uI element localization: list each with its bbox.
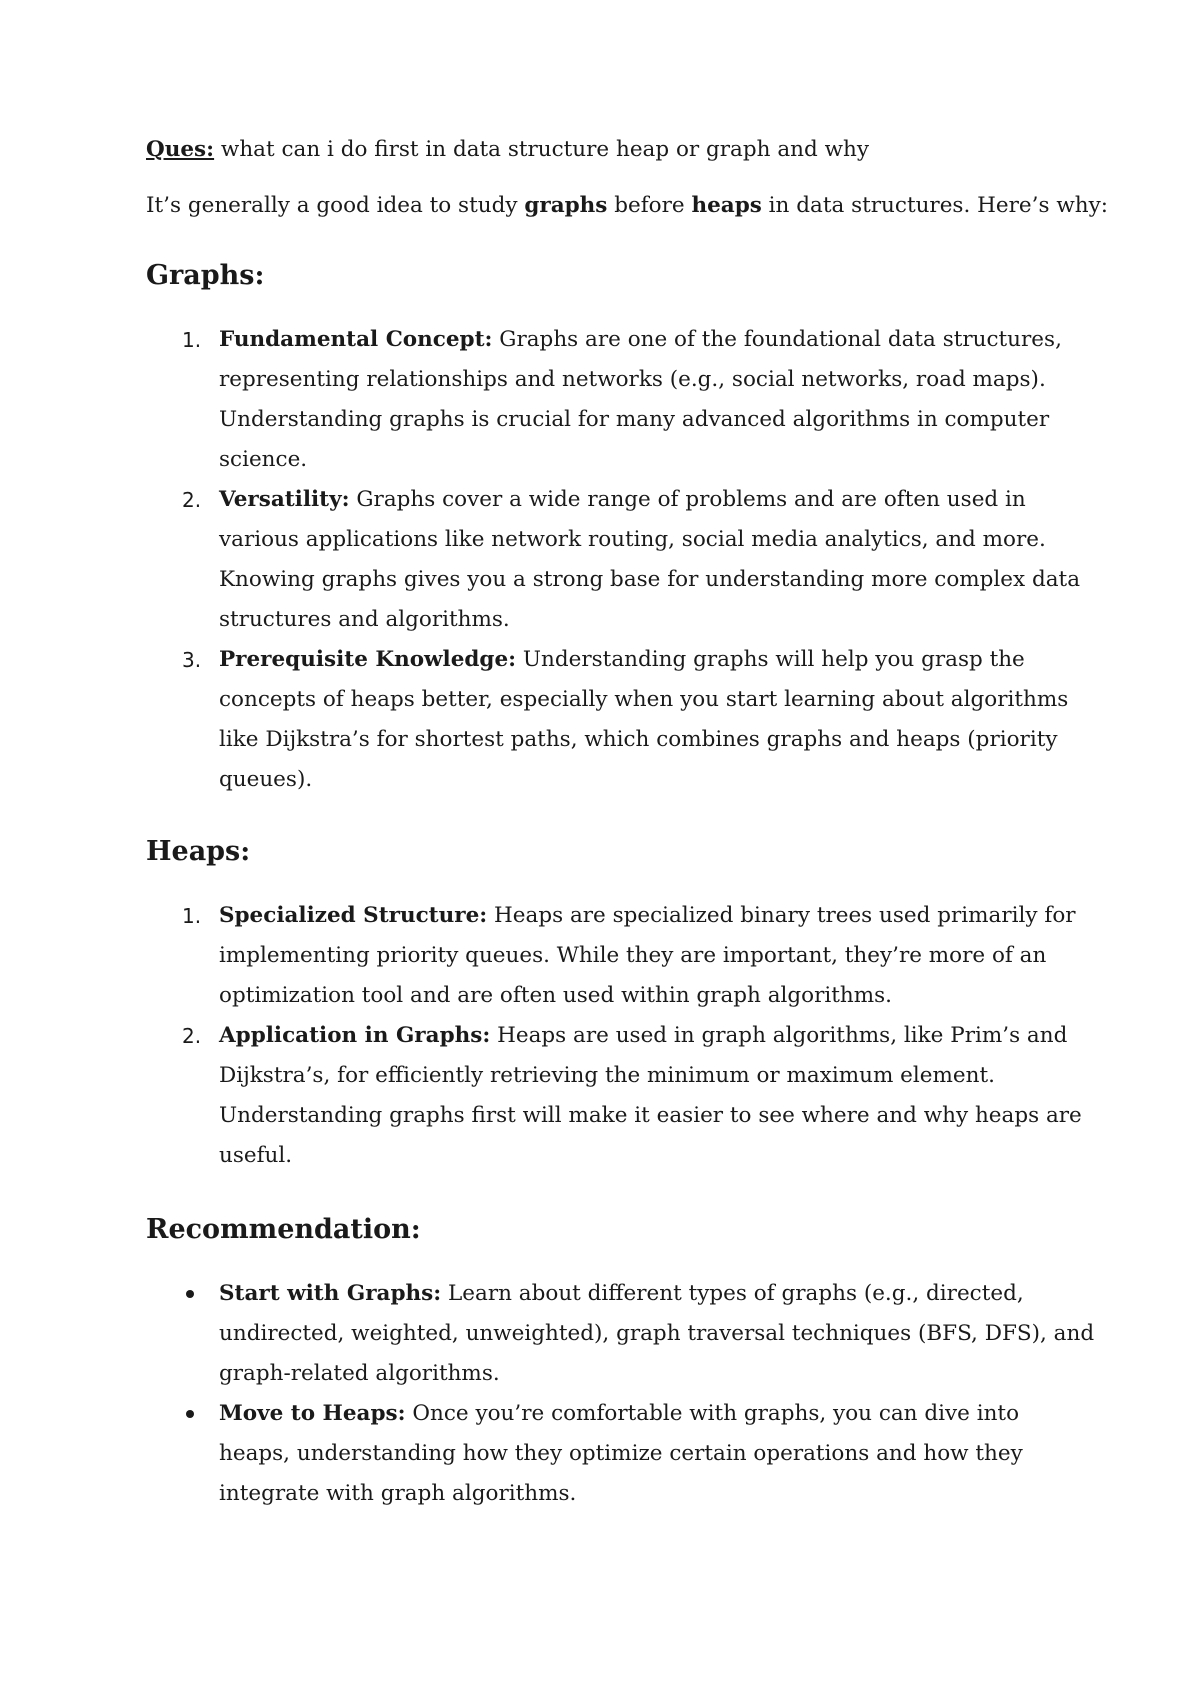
list-item-text: Heaps are specialized binary trees used primarily for <box>487 903 1076 928</box>
list-item-line: Knowing graphs gives you a strong base for understanding more complex data <box>219 567 1081 592</box>
list-item-text: Learn about different types of graphs (e.g., directed, <box>441 1281 1024 1306</box>
list-item <box>146 480 1081 640</box>
document-page <box>146 130 1108 1514</box>
question-text: what can i do first in data structure heap or graph and why <box>214 137 869 162</box>
list-number: 3. <box>182 648 202 672</box>
list-item <box>146 1274 1095 1394</box>
list-item-line <box>219 480 1076 520</box>
list-item-line <box>219 896 1076 936</box>
heaps-list <box>146 896 1082 1176</box>
list-item-line <box>219 320 1076 360</box>
list-item <box>146 1394 1076 1514</box>
question-line <box>146 130 1076 170</box>
list-item-text: Once you’re comfortable with graphs, you can dive into <box>405 1401 1020 1426</box>
recommendation-list <box>146 1274 1095 1514</box>
intro-emphasis-graphs: graphs <box>524 193 608 218</box>
list-item-title: Move to Heaps: <box>219 1401 406 1426</box>
list-item-line: graph-related algorithms. <box>219 1361 500 1386</box>
intro-text: It’s generally a good idea to study <box>146 193 525 218</box>
list-item-line: representing relationships and networks (e.g., social networks, road maps). <box>219 367 1046 392</box>
list-item-line: heaps, understanding how they optimize certain operations and how they <box>219 1441 1023 1466</box>
list-item-line: Understanding graphs is crucial for many advanced algorithms in computer <box>219 407 1050 432</box>
list-item-line <box>219 1394 1076 1434</box>
list-item <box>146 1016 1082 1176</box>
bullet-icon <box>186 1410 194 1418</box>
graphs-list <box>146 320 1081 800</box>
intro-text: in data structures. Here’s why: <box>761 193 1108 218</box>
intro-text: before <box>607 193 692 218</box>
list-item-line: queues). <box>219 767 313 792</box>
recommendation-heading: Recommendation: <box>146 1214 421 1245</box>
list-item-line: science. <box>219 447 308 472</box>
list-number: 2. <box>182 488 202 512</box>
list-item-line: implementing priority queues. While they are important, they’re more of an <box>219 943 1047 968</box>
list-item <box>146 640 1076 800</box>
list-item-line: structures and algorithms. <box>219 607 510 632</box>
graphs-heading: Graphs: <box>146 260 265 291</box>
list-number: 1. <box>182 328 202 352</box>
list-item-title: Specialized Structure: <box>219 903 488 928</box>
list-item <box>146 896 1076 1016</box>
list-item-line <box>219 1274 1076 1314</box>
list-item-line: integrate with graph algorithms. <box>219 1481 577 1506</box>
list-item-line: useful. <box>219 1143 293 1168</box>
list-item-title: Versatility: <box>219 487 350 512</box>
intro-paragraph <box>146 186 1108 226</box>
bullet-icon <box>186 1290 194 1298</box>
list-item-title: Start with Graphs: <box>219 1281 442 1306</box>
list-item-title: Application in Graphs: <box>219 1023 491 1048</box>
list-item-text: Understanding graphs will help you grasp the <box>516 647 1025 672</box>
list-item-line: like Dijkstra’s for shortest paths, which combines graphs and heaps (priority <box>219 727 1058 752</box>
question-label: Ques: <box>146 137 215 162</box>
heaps-heading: Heaps: <box>146 836 251 867</box>
list-item-line: undirected, weighted, unweighted), graph traversal techniques (BFS, DFS), and <box>219 1321 1095 1346</box>
list-item-text: Graphs cover a wide range of problems and are often used in <box>349 487 1026 512</box>
list-item <box>146 320 1076 480</box>
list-item-line: optimization tool and are often used within graph algorithms. <box>219 983 892 1008</box>
list-item-text: Graphs are one of the foundational data structures, <box>492 327 1062 352</box>
list-item-title: Prerequisite Knowledge: <box>219 647 517 672</box>
list-item-line: various applications like network routing, social media analytics, and more. <box>219 527 1046 552</box>
list-item-line <box>219 640 1076 680</box>
list-item-line: Understanding graphs first will make it easier to see where and why heaps are <box>219 1103 1082 1128</box>
list-item-line: concepts of heaps better, especially when you start learning about algorithms <box>219 687 1069 712</box>
list-item-title: Fundamental Concept: <box>219 327 493 352</box>
list-item-text: Heaps are used in graph algorithms, like Prim’s and <box>490 1023 1068 1048</box>
intro-emphasis-heaps: heaps <box>691 193 762 218</box>
list-number: 2. <box>182 1024 202 1048</box>
list-item-line <box>219 1016 1076 1056</box>
list-number: 1. <box>182 904 202 928</box>
list-item-line: Dijkstra’s, for efficiently retrieving the minimum or maximum element. <box>219 1063 995 1088</box>
